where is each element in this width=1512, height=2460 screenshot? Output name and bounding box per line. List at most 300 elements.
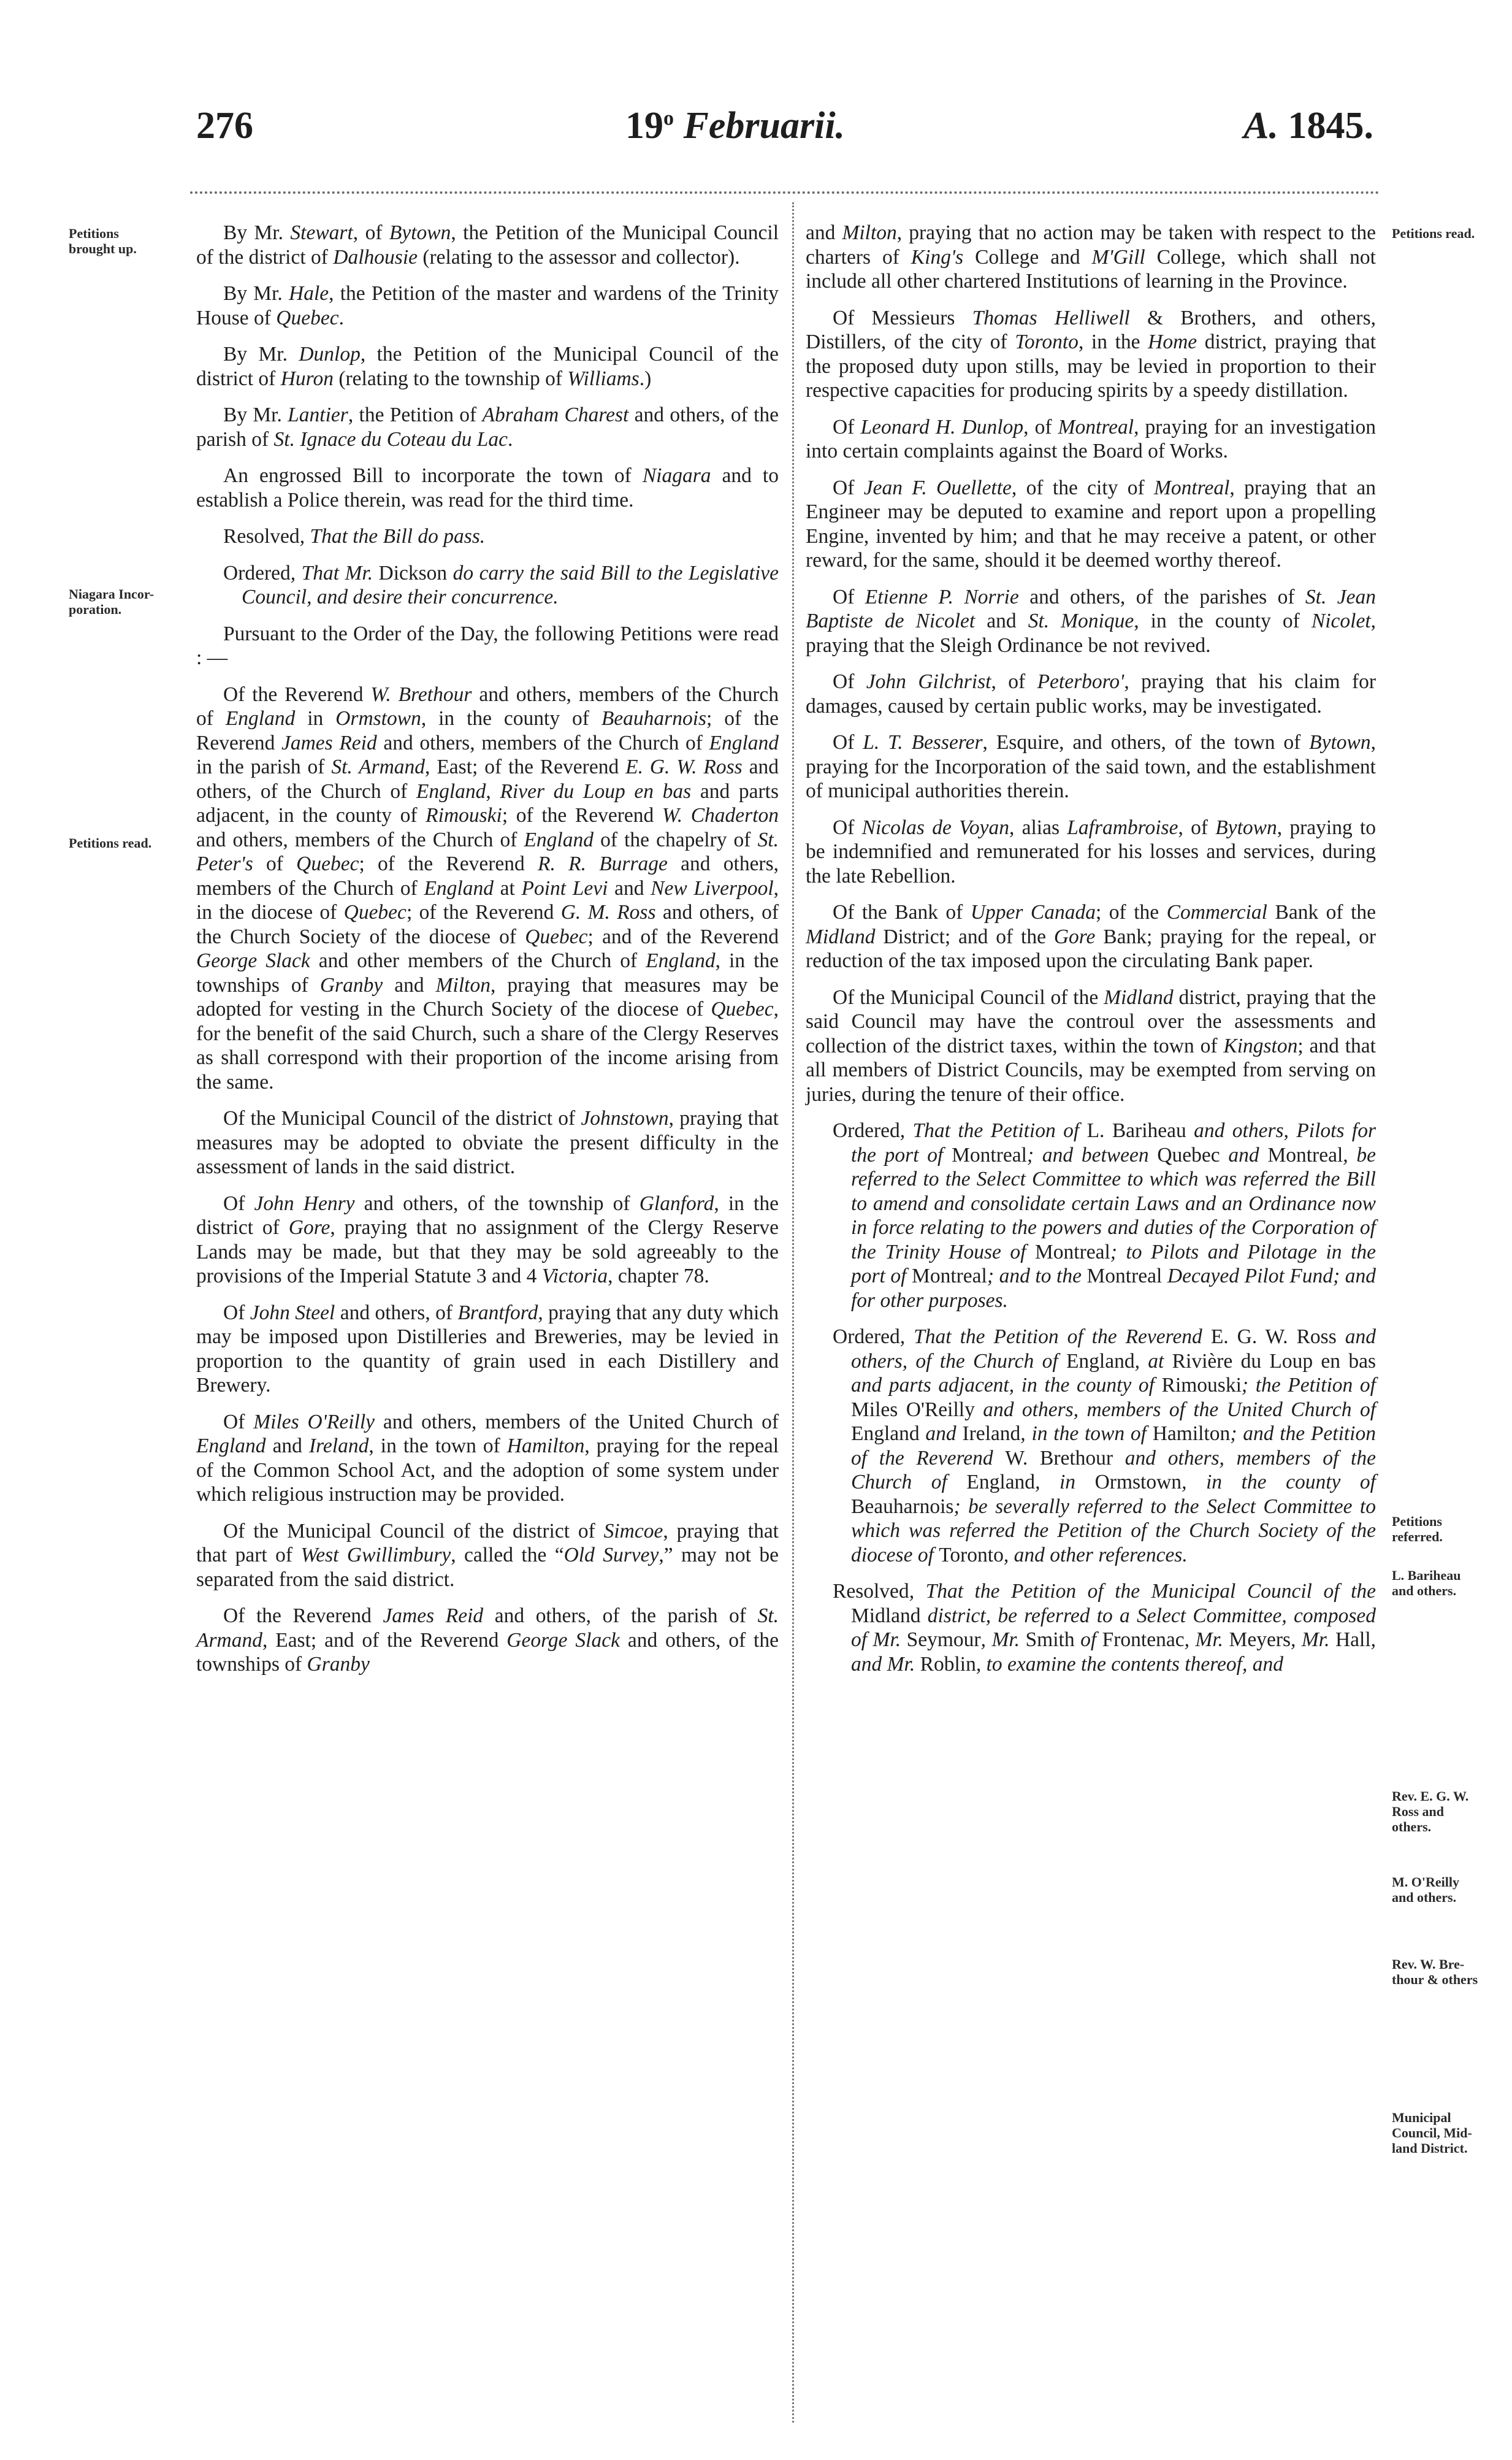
text-run: , of the city of [1011, 476, 1154, 499]
text-run: Bank of the [1267, 901, 1376, 924]
text-run: and others, of the Church Society of the diocese of [196, 901, 779, 948]
text-run: ,” may not be separated from the said district. [196, 1544, 779, 1591]
italic-text: John Henry [254, 1192, 355, 1215]
text-run: ; and of the Reverend [587, 925, 779, 948]
text-run: of [253, 853, 297, 875]
text-run: .) [639, 367, 652, 390]
italic-text: England [196, 1435, 266, 1457]
text-run: , of [1178, 816, 1216, 839]
italic-text: Granby [307, 1653, 370, 1676]
italic-text: Leonard H. Dunlop [860, 415, 1024, 439]
text-run: District; and of the [875, 925, 1054, 948]
text-run: Rimouski [1161, 1374, 1242, 1397]
italic-text: St. Jean Baptiste de Nicolet [806, 585, 1376, 632]
right-column [806, 221, 1376, 1688]
page-year [1243, 104, 1373, 148]
italic-text: Bytown [1309, 731, 1371, 754]
text-run: Of [223, 1301, 250, 1324]
text-run: Of [833, 670, 866, 693]
text-run: Of [833, 476, 864, 499]
text-run: , praying that no action may be taken with respect to the charters of [806, 221, 1376, 269]
margin-note-petitions-referred: Petitions referred. [1392, 1514, 1443, 1544]
italic-text: , Mr. [980, 1628, 1026, 1651]
italic-text: St. Peter's [196, 828, 779, 875]
text-run: and others, members of the Church of [376, 731, 709, 754]
text-run: ; of the Reverend [406, 901, 561, 924]
text-run: Ordered [833, 1119, 900, 1142]
paragraph [806, 986, 1376, 1107]
text-run: , East; and of the Reverend [262, 1628, 507, 1652]
paragraph [806, 670, 1376, 718]
page-number: 276 [196, 105, 253, 147]
italic-text: Quebec [276, 306, 339, 329]
italic-text: Ireland [308, 1435, 369, 1457]
paragraph [196, 1604, 779, 1677]
paragraph [806, 816, 1376, 889]
italic-text: Beauharnois [601, 707, 707, 730]
text-run: and others, of the township of [354, 1192, 640, 1215]
italic-text: of [1074, 1628, 1102, 1651]
text-run: , the Petition of the Municipal Council of the district of [196, 343, 779, 390]
text-run: Bank; praying for the repeal, or reduction of the tax imposed upon the circulating Bank paper. [806, 925, 1376, 972]
italic-text: , That the Petition of the Municipal Council of the [909, 1580, 1376, 1603]
text-run: in the parish of [196, 756, 332, 778]
italic-text: England [416, 780, 486, 803]
italic-text: West Gwillimbury [300, 1544, 451, 1566]
italic-text: Bytown [389, 221, 451, 244]
italic-text: and [1220, 1143, 1268, 1167]
year-number: 1845. [1288, 105, 1373, 147]
italic-text: England [646, 949, 716, 972]
year-letter: A. [1243, 105, 1278, 147]
paragraph [196, 342, 779, 391]
text-run: and others, of [335, 1301, 458, 1324]
date-ordinal: o [663, 107, 674, 130]
italic-text: St. Monique [1028, 610, 1134, 632]
left-column [196, 221, 779, 1689]
text-run: , praying for the Incorporation of the said town, and the establishment of municipal authorities therein. [806, 731, 1376, 802]
paragraph: Pursuant to the Order of the Day, the following Petitions were read : — [196, 622, 779, 669]
margin-note-brethour: Rev. W. Bre- thour & others [1392, 1956, 1478, 1987]
text-run: Of [833, 585, 865, 608]
italic-text: Gore [1053, 925, 1096, 948]
text-run: , alias [1009, 816, 1067, 839]
italic-text: do carry the said Bill to the Legislative Council, and desire their concurrence. [242, 561, 779, 608]
text-run: Of [223, 1410, 254, 1433]
text-run: L. Bariheau [1086, 1119, 1186, 1142]
paragraph [223, 561, 779, 610]
italic-text: ; and to the [987, 1265, 1087, 1287]
text-run: Resolved [223, 525, 300, 548]
italic-text: James Reid [281, 731, 377, 754]
text-run: , [486, 780, 500, 803]
italic-text: , and other references. [1003, 1543, 1188, 1566]
italic-text: ; be severally referred to the Select Committee to which was referred the Petition of the Church Society of the diocese of [851, 1495, 1376, 1566]
italic-text: Jean F. Ouellette [863, 476, 1012, 499]
text-run: ; of the Reverend [196, 707, 779, 754]
text-run: and others, members of the Church of [196, 853, 779, 900]
italic-text: Granby [319, 973, 383, 997]
italic-text: , in the town of [1020, 1422, 1153, 1445]
italic-text: Laframbroise [1067, 816, 1178, 839]
italic-text: Quebec [525, 925, 588, 948]
italic-text: St. Armand [196, 1604, 779, 1652]
date-day: 19 [625, 105, 663, 147]
text-run: , in the town of [368, 1435, 507, 1457]
italic-text: St. Armand [331, 756, 426, 778]
text-run: Of the Reverend [223, 1604, 383, 1627]
text-run: Ordered [223, 561, 291, 584]
text-run: Frontenac [1102, 1628, 1185, 1651]
italic-text: Ormstown [335, 707, 421, 730]
italic-text: ; and the Petition of the Reverend [851, 1422, 1376, 1469]
italic-text: and others, members of the Church of [851, 1446, 1376, 1493]
italic-text: , be referred to the Select Committee to which was referred the Bill to amend and consolidate certain Laws and an Ordinance now in force relating to the powers and duties of the Corporation of the Trinity House of [851, 1143, 1376, 1263]
text-run: , chapter 78. [608, 1265, 709, 1287]
italic-text: and others, members of the United Church of [974, 1398, 1376, 1421]
italic-text: Point Levi [521, 876, 608, 900]
italic-text: Victoria [541, 1265, 608, 1287]
text-run: Montreal [912, 1265, 987, 1287]
italic-text: and [919, 1422, 963, 1445]
text-run: , East; of the Reverend [425, 756, 626, 778]
italic-text: Niagara [642, 464, 711, 487]
text-run: , praying that any duty which may be imposed upon Distilleries and Breweries, may be levied in proportion to the quantity of grain used in each Distillery and Brewery. [196, 1301, 779, 1397]
text-run: Quebec [1157, 1143, 1220, 1167]
text-run: Hall [1335, 1628, 1371, 1651]
text-run: and others, of the Church of [196, 756, 779, 803]
italic-text: Commercial [1166, 901, 1267, 924]
text-run: Smith [1025, 1628, 1075, 1651]
paragraph [196, 683, 779, 1095]
paragraph [833, 1119, 1376, 1312]
paragraph [833, 1579, 1376, 1676]
paragraph [806, 585, 1376, 658]
italic-text: Lantier [288, 404, 348, 426]
text-run: of the chapelry of [594, 828, 758, 851]
italic-text: E. G. W. Ross [625, 756, 743, 778]
text-run: Rivière du Loup en bas [1172, 1349, 1376, 1373]
text-run: England [1066, 1349, 1135, 1373]
italic-text: , That the Petition of the Reverend [899, 1325, 1211, 1348]
text-run: , of [1023, 415, 1058, 439]
text-run: & Brothers, and others, Distillers, of the city of [806, 306, 1376, 353]
text-run: Of [833, 731, 863, 754]
paragraph [196, 1192, 779, 1289]
text-run: and others, members of the Church of [196, 683, 779, 730]
italic-text: , That Mr. [290, 561, 379, 584]
italic-text: W. Chaderton [662, 804, 779, 827]
italic-text: River du Loup en bas [500, 780, 692, 803]
italic-text: Peterboro' [1037, 670, 1124, 693]
text-run: , in the diocese of [196, 876, 779, 924]
text-run: Of the Municipal Council of the district of [223, 1519, 604, 1542]
italic-text: Thomas Helliwell [972, 306, 1130, 329]
text-run: , Esquire, and others, of the town of [982, 731, 1310, 754]
margin-note-ross: Rev. E. G. W. Ross and others. [1392, 1788, 1469, 1834]
text-run: and others, of the parish of [196, 404, 779, 451]
paragraph [806, 306, 1376, 403]
text-run: , of [991, 670, 1037, 693]
text-run: By Mr. [223, 343, 299, 366]
italic-text: and parts adjacent, in the county of [851, 1374, 1162, 1397]
italic-text: , Mr. [1184, 1628, 1229, 1651]
text-run: Seymour [906, 1628, 981, 1651]
text-run: (relating to the assessor and collector). [418, 245, 740, 269]
text-run: , of [353, 221, 389, 244]
italic-text: R. R. Burrage [538, 853, 668, 875]
text-run: and to establish a Police therein, was read for the third time. [196, 464, 779, 512]
italic-text: Gore [288, 1216, 330, 1239]
italic-text: Kingston [1223, 1034, 1298, 1057]
text-run: ; of the [1096, 901, 1167, 924]
text-run: and [608, 876, 651, 900]
italic-text: King's [911, 245, 964, 269]
italic-text: Hamilton [506, 1435, 585, 1457]
text-run: , praying that an Engineer may be deputed to examine and report upon a propelling Engine, invented by him; and that he may receive a patent, or other reward, for the same, should it be deemed worthy thereof. [806, 476, 1376, 572]
margin-note-right-petitions-read: Petitions read. [1392, 226, 1475, 241]
margin-note-niagara: Niagara Incor- poration. [69, 586, 155, 617]
text-run: , the Petition of the master and wardens of the Trinity House of [196, 282, 779, 329]
margin-note-oreilly: M. O'Reilly and others. [1392, 1874, 1459, 1905]
text-run: and [383, 973, 436, 997]
text-run: Of the Municipal Council of the district of [223, 1107, 581, 1130]
text-run: Hamilton [1152, 1422, 1231, 1445]
text-run: Of the Bank of [833, 901, 971, 924]
text-run: Montreal [1086, 1265, 1163, 1287]
italic-text: Simcoe [603, 1519, 663, 1542]
italic-text: Quebec [296, 853, 359, 875]
text-run: ; of the Reverend [359, 853, 538, 875]
italic-text: Dunlop [299, 343, 361, 366]
text-run: Montreal [1267, 1143, 1343, 1167]
column-divider [792, 202, 794, 2423]
text-run: College, which shall not include all other chartered Institutions of learning in the Province. [806, 245, 1376, 293]
paragraph [806, 900, 1376, 973]
text-run: , for the benefit of the said Church, such a share of the Clergy Reserves as shall correspond with their proportion of the income arising from the same. [196, 998, 779, 1094]
text-run: in [295, 707, 336, 730]
text-run: and parts adjacent, in the county of [196, 780, 779, 827]
paragraph [196, 403, 779, 451]
italic-text: New Liverpool [651, 876, 774, 900]
text-run: College and [963, 245, 1092, 269]
paragraph [196, 1410, 779, 1507]
margin-note-petitions-brought-up: Petitions brought up. [69, 226, 137, 256]
italic-text: Home [1148, 331, 1197, 353]
italic-text: Quebec [343, 901, 407, 924]
italic-text: England [424, 876, 494, 900]
date-month: Februarii. [683, 105, 846, 147]
text-run: , praying that measures may be adopted for vesting in the Church Society of the diocese of [196, 973, 779, 1021]
italic-text: John Gilchrist [866, 670, 991, 693]
italic-text: England [225, 707, 296, 730]
text-run: , praying that his claim for damages, caused by certain public works, may be investigated. [806, 670, 1376, 718]
text-run: at [494, 876, 522, 900]
text-run: By Mr. [223, 221, 291, 244]
italic-text: Huron [280, 367, 334, 390]
italic-text: Montreal [1058, 415, 1134, 439]
text-run: , called the “ [451, 1544, 564, 1566]
text-run: and [975, 610, 1028, 632]
text-run: Ireland [962, 1422, 1021, 1445]
paragraph [806, 476, 1376, 573]
text-run: . [338, 306, 344, 329]
italic-text: George Slack [506, 1628, 620, 1652]
text-run: and [806, 221, 842, 244]
paragraph [833, 1325, 1376, 1567]
italic-text: Etienne P. Norrie [865, 585, 1019, 608]
text-run: England [966, 1471, 1036, 1493]
text-run: Miles O'Reilly [851, 1398, 975, 1421]
italic-text: Quebec [711, 998, 774, 1021]
text-run: Ormstown [1094, 1471, 1182, 1493]
italic-text: Bytown [1215, 816, 1277, 839]
italic-text: Montreal [1153, 476, 1230, 499]
text-run: By Mr. [223, 404, 288, 426]
text-run: , in the district of [196, 1192, 779, 1239]
italic-text: Old Survey [563, 1544, 659, 1566]
italic-text: Abraham Charest [482, 404, 629, 426]
italic-text: , That the Petition of [899, 1119, 1087, 1142]
italic-text: Nicolas de Voyan [861, 816, 1009, 839]
italic-text: Stewart [290, 221, 353, 244]
italic-text: John Steel [250, 1301, 335, 1324]
text-run: An engrossed Bill to incorporate the town of [223, 464, 643, 487]
paragraph [806, 415, 1376, 464]
margin-note-bariheau: L. Bariheau and others. [1392, 1568, 1461, 1598]
text-run: Of [833, 415, 861, 439]
italic-text: ; the Petition of [1241, 1374, 1376, 1397]
text-run: Beauharnois [851, 1495, 954, 1518]
italic-text: Upper Canada [970, 901, 1096, 924]
italic-text: Decayed Pilot Fund; and for other purposes. [851, 1265, 1376, 1312]
text-run: , praying that measures may be adopted to obviate the present difficulty in the assessment of lands in the said district. [196, 1107, 779, 1178]
text-run: Of [223, 1192, 254, 1215]
paragraph [196, 1301, 779, 1398]
text-run: Montreal [952, 1143, 1027, 1167]
italic-text: Brantford [457, 1301, 538, 1324]
italic-text: James Reid [383, 1604, 484, 1627]
paragraph [196, 282, 779, 330]
italic-text: Johnstown [581, 1107, 669, 1130]
text-run: and others, of the parishes of [1018, 585, 1305, 608]
text-run: , the Petition of [348, 404, 483, 426]
italic-text: L. T. Besserer [863, 731, 983, 754]
italic-text: , in the county of [1182, 1471, 1376, 1493]
italic-text: , in [1035, 1471, 1095, 1493]
text-run: E. G. W. Ross [1210, 1325, 1337, 1348]
paragraph [806, 221, 1376, 294]
text-run: and others, of the parish of [483, 1604, 758, 1627]
margin-note-petitions-read: Petitions read. [69, 835, 152, 851]
text-run: England [851, 1422, 920, 1445]
italic-text: Milton [842, 221, 897, 244]
italic-text: England [709, 731, 779, 754]
text-run: Dickson [378, 561, 448, 584]
text-run: , in the county of [1134, 610, 1312, 632]
italic-text: Williams [567, 367, 640, 390]
text-run: , praying for the repeal of the Common School Act, and the adoption of some system under which religious instruction may be provided. [196, 1435, 779, 1506]
text-run: Of the Reverend [223, 683, 371, 706]
text-run: and other members of the Church of [310, 949, 646, 972]
italic-text: W. Brethour [370, 683, 472, 706]
paragraph [196, 1106, 779, 1179]
text-run: ; and that all members of District Councils, may be exempted from serving on juries, during the tenure of their office. [806, 1034, 1376, 1106]
paragraph [196, 1519, 779, 1592]
italic-text: , and Mr. [851, 1628, 1376, 1676]
paragraph [196, 221, 779, 269]
text-run: , in the townships of [196, 949, 779, 997]
text-run: , praying to be indemnified and remunerated for his losses and services, during the late Rebellion. [806, 816, 1376, 887]
header-rule [190, 191, 1380, 194]
text-run: Meyers [1229, 1628, 1291, 1651]
italic-text: Nicolet [1311, 610, 1371, 632]
italic-text: and others, Pilots for the port of [851, 1119, 1376, 1167]
paragraph [196, 464, 779, 512]
paragraph [806, 730, 1376, 803]
italic-text: Rimouski [426, 804, 502, 827]
text-run: By Mr. [223, 282, 289, 305]
italic-text: , Mr. [1291, 1628, 1335, 1651]
italic-text: Glanford [639, 1192, 714, 1215]
margin-note-midland: Municipal Council, Mid- land District. [1392, 2110, 1472, 2156]
italic-text: Hale [289, 282, 329, 305]
page-header [184, 104, 1386, 172]
text-run: Midland [851, 1604, 921, 1627]
italic-text: , at [1134, 1349, 1172, 1373]
text-run: . [508, 427, 513, 451]
text-run: (relating to the township of [333, 367, 568, 390]
text-run: district, praying that the proposed duty upon stills, may be levied in proportion to their respective capacities for producing spirits by a speedy distillation. [806, 331, 1376, 402]
italic-text: Midland [806, 925, 876, 948]
paragraph [196, 524, 779, 549]
text-run: Of [833, 816, 862, 839]
text-run: Of Messieurs [833, 306, 972, 329]
page-date [625, 104, 845, 148]
italic-text: district, be referred to a Select Committee, composed of Mr. [851, 1604, 1376, 1651]
text-run: and others, members of the United Church of [375, 1410, 779, 1433]
text-run: , the Petition of the Municipal Council of the district of [196, 221, 779, 269]
text-run: Of the Municipal Council of the [833, 986, 1104, 1009]
text-run: district, praying that the said Council may have the controul over the assessments and collection of the district taxes, within the town of [806, 986, 1376, 1057]
text-run: and others, of the townships of [196, 1628, 779, 1676]
text-run: , praying for an investigation into certain complaints against the Board of Works. [806, 415, 1376, 462]
italic-text: G. M. Ross [560, 901, 656, 924]
text-run: , in the [1078, 331, 1148, 353]
text-run: Ordered [833, 1325, 900, 1348]
italic-text: , to examine the contents thereof, and [976, 1652, 1283, 1676]
italic-text: M'Gill [1091, 245, 1145, 269]
italic-text: ; and between [1026, 1143, 1158, 1167]
italic-text: St. Ignace du Coteau du Lac [273, 427, 508, 451]
text-run: , praying that no assignment of the Clergy Reserve Lands may be made, but that they may be sold agreeably to the provisions of the Imperial Statute 3 and 4 [196, 1216, 779, 1287]
text-run: and others, members of the Church of [196, 828, 524, 851]
italic-text: Toronto [1015, 331, 1079, 353]
text-run: Roblin [920, 1652, 976, 1676]
italic-text: and others, of the Church of [851, 1325, 1376, 1373]
italic-text: England [524, 828, 594, 851]
italic-text: Dalhousie [333, 245, 418, 269]
text-run: , praying that that part of [196, 1519, 779, 1566]
italic-text: Midland [1104, 986, 1174, 1009]
italic-text: Miles O'Reilly [253, 1410, 375, 1433]
text-run: Resolved [833, 1580, 909, 1603]
italic-text: , That the Bill do pass. [299, 525, 486, 548]
text-run: Toronto [939, 1543, 1004, 1566]
text-run: W. Brethour [1005, 1446, 1113, 1469]
italic-text: Milton [435, 973, 491, 997]
text-run: Montreal [1035, 1240, 1110, 1263]
